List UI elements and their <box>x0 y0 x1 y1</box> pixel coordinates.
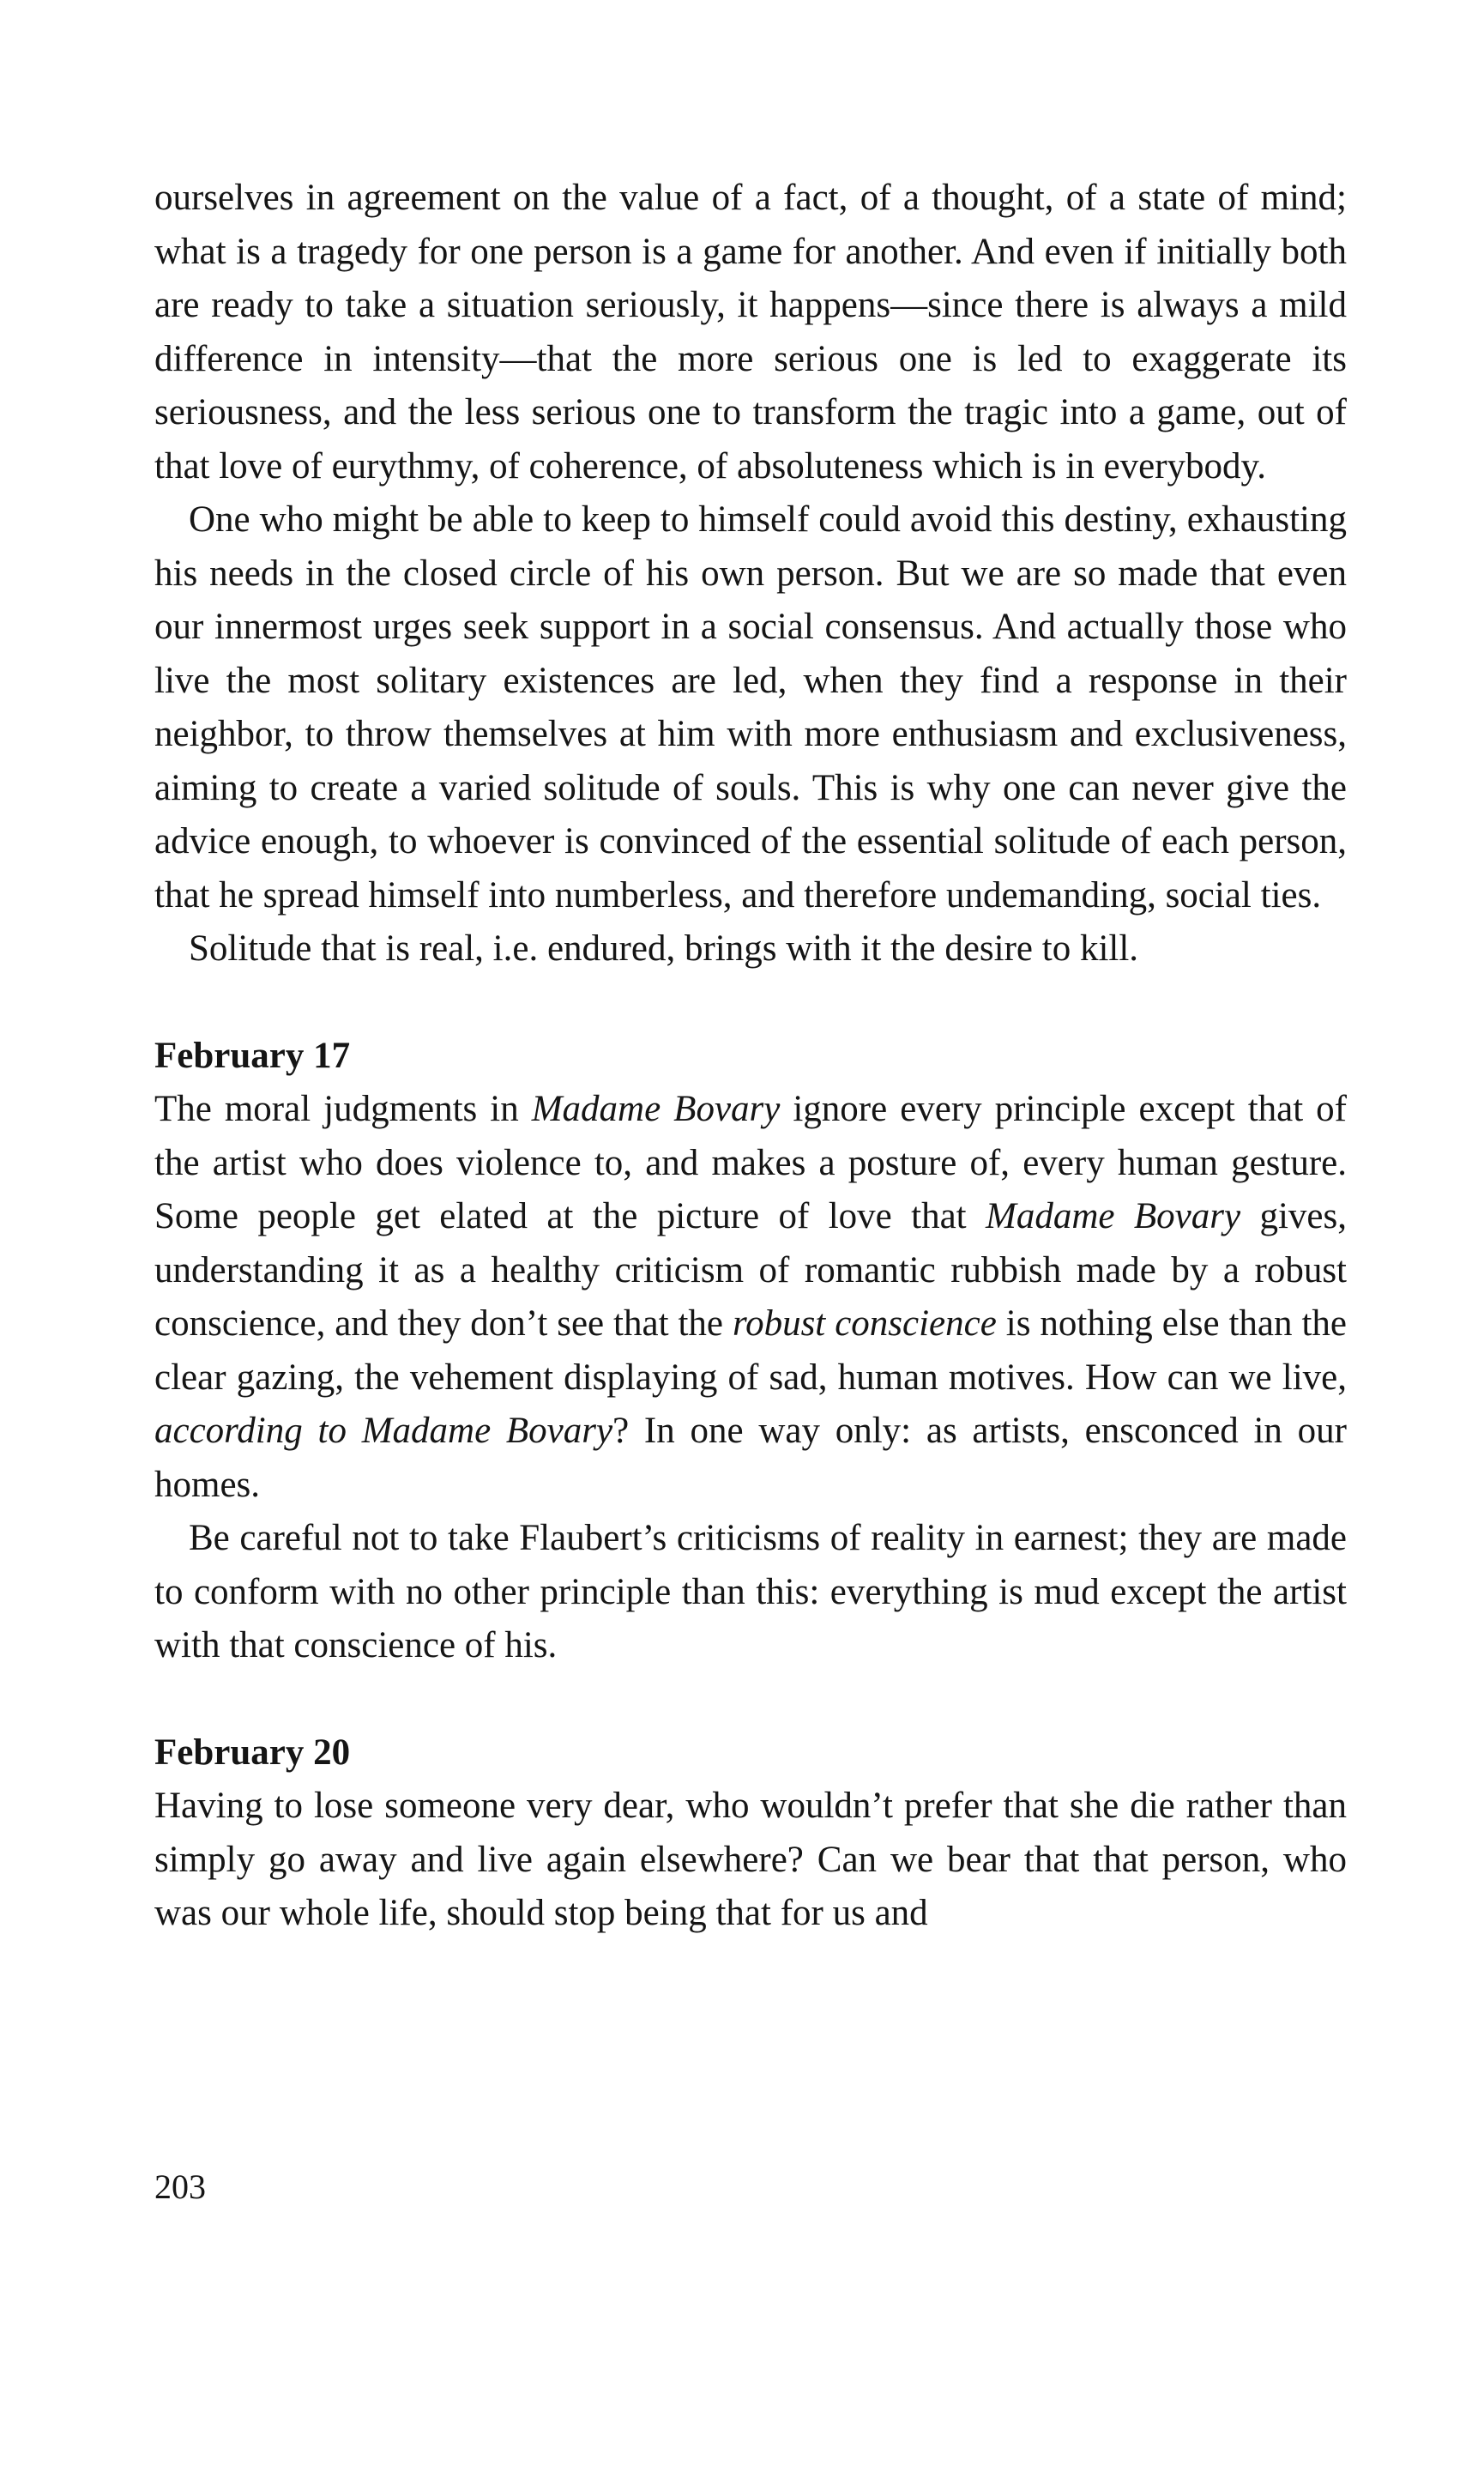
italic-phrase: according to Madame Bovary <box>154 1411 613 1451</box>
paragraph-madame-bovary <box>154 1083 1347 1512</box>
paragraph-losing-someone: Having to lose someone very dear, who wouldn’t prefer that she die rather than simply go away and live again elsewhere? Can we bear that that person, who was our whole life, should stop being that for us and <box>154 1786 1347 1933</box>
text-run: gives, understanding it as a healthy criticism of romantic rubbish made by a robust conscience, and they don’t see that the <box>154 1196 1347 1344</box>
text-run: ignore every principle except that of the artist who does violence to, and makes a posture of, every human gesture. Some people get elated at the picture of love that <box>154 1089 1347 1236</box>
italic-phrase: robust conscience <box>732 1303 997 1344</box>
text-run: ? In one way only: as artists, ensconced in our homes. <box>154 1411 1347 1505</box>
paragraph-continuation: ourselves in agreement on the value of a fact, of a thought, of a state of mind; what is a tragedy for one person is a game for another. And even if initially both are ready to take a situation seriously, it happens—since there is always a mild difference in intensity—that the more serious one is led to exaggerate its seriousness, and the less serious one to transform the tragic into a game, out of that love of eurythmy, of coherence, of absoluteness which is in everybody. <box>154 178 1347 487</box>
entry-heading-february-20: February 20 <box>154 1732 351 1773</box>
italic-title: Madame Bovary <box>986 1196 1241 1236</box>
text-run: The moral judgments in <box>154 1089 532 1129</box>
italic-title: Madame Bovary <box>531 1089 781 1129</box>
section-spacer <box>154 1673 1347 1726</box>
section-spacer <box>154 976 1347 1030</box>
paragraph-desire-to-kill: Solitude that is real, i.e. endured, brings with it the desire to kill. <box>189 928 1139 969</box>
page-number: 203 <box>154 2167 206 2206</box>
entry-heading-february-17: February 17 <box>154 1035 351 1076</box>
paragraph-solitude: One who might be able to keep to himself could avoid this destiny, exhausting his needs in the closed circle of his own person. But we are so made that even our innermost urges seek support in a social consensus. And actually those who live the most solitary existences are led, when they find a response in their neighbor, to throw themselves at him with more enthusiasm and exclusiveness, aiming to create a varied solitude of souls. This is why one can never give the advice enough, to whoever is convinced of the essential solitude of each person, that he spread himself into numberless, and therefore undemanding, social ties. <box>154 499 1347 916</box>
paragraph-flaubert: Be careful not to take Flaubert’s criticisms of reality in earnest; they are made to conform with no other principle than this: everything is mud except the artist with that conscience of his. <box>154 1518 1347 1665</box>
text-run: is nothing else than the clear gazing, the vehement displaying of sad, human motives. How can we live, <box>154 1303 1347 1398</box>
book-page <box>154 172 1347 1941</box>
